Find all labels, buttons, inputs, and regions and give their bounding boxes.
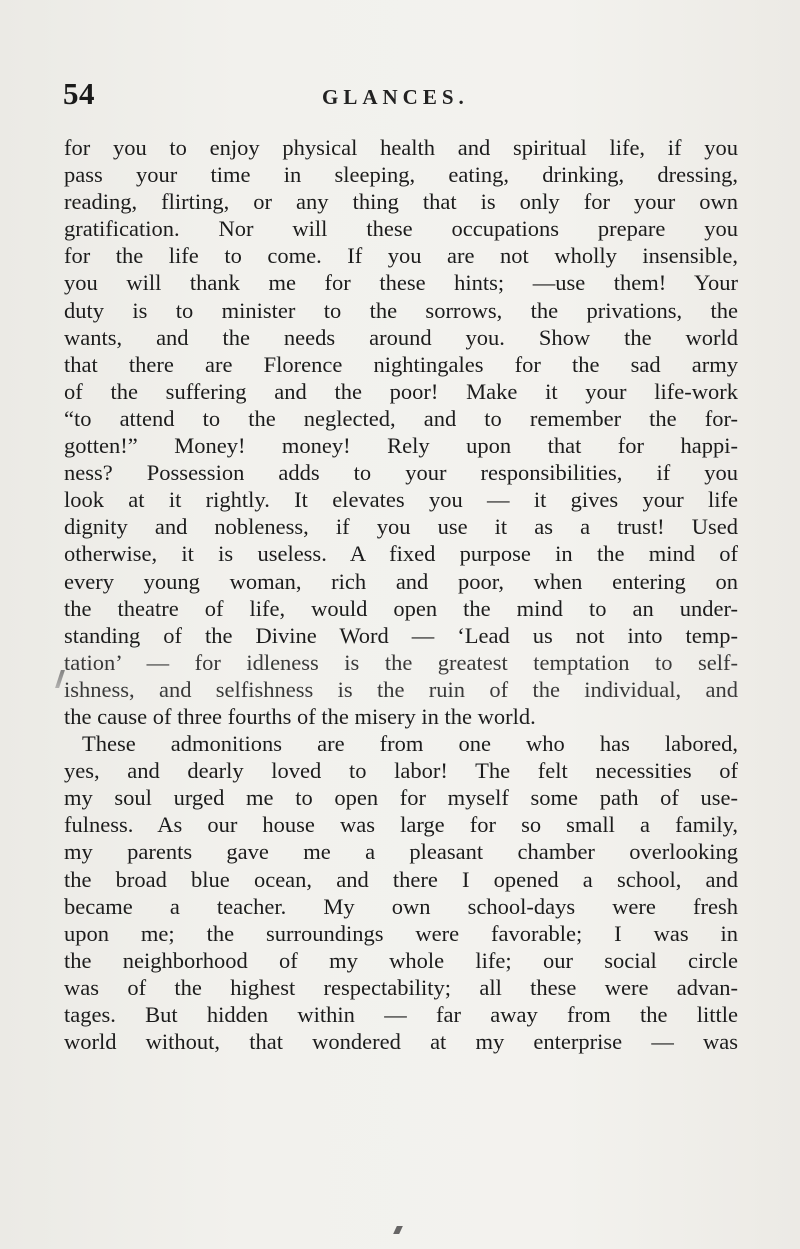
text-line: that there are Florence nightingales for the sad army <box>64 351 738 377</box>
text-line: reading, flirting, or any thing that is only for your own <box>64 189 738 215</box>
text-line: the theatre of life, would open the mind to an under- <box>64 595 738 621</box>
text-line: tation’ — for idleness is the greatest temptation to self- <box>64 649 738 675</box>
text-line: my soul urged me to open for myself some path of use- <box>64 785 738 811</box>
text-line: ness? Possession adds to your responsibilities, if you <box>64 460 738 486</box>
text-line: gotten!” Money! money! Rely upon that for happi- <box>64 433 738 459</box>
text-line: became a teacher. My own school-days were fresh <box>64 893 738 919</box>
text-line: ishness, and selfishness is the ruin of the individual, and <box>64 676 738 702</box>
text-line: pass your time in sleeping, eating, drinking, dressing, <box>64 162 738 188</box>
text-line: look at it rightly. It elevates you — it gives your life <box>64 487 738 513</box>
footer-mark <box>393 1226 403 1234</box>
text-line: fulness. As our house was large for so small a family, <box>64 812 738 838</box>
text-line: for you to enjoy physical health and spiritual life, if you <box>64 135 738 160</box>
text-line: the cause of three fourths of the misery in the world. <box>64 703 536 729</box>
page-header <box>0 76 800 116</box>
text-line: dignity and nobleness, if you use it as a trust! Used <box>64 514 738 540</box>
text-line: the broad blue ocean, and there I opened a school, and <box>64 866 738 892</box>
text-line: for the life to come. If you are not wholly insensible, <box>64 243 738 269</box>
text-line: gratification. Nor will these occupations prepare you <box>64 216 738 242</box>
text-line: wants, and the needs around you. Show the world <box>64 324 738 350</box>
text-line: upon me; the surroundings were favorable; I was in <box>64 920 738 946</box>
text-line: world without, that wondered at my enterprise — was <box>64 1029 738 1055</box>
page-number: 54 <box>63 76 95 111</box>
text-line: “to attend to the neglected, and to remember the for- <box>64 405 738 431</box>
text-line: was of the highest respectability; all these were advan- <box>64 974 738 1000</box>
text-line: tages. But hidden within — far away from the little <box>64 1002 738 1027</box>
body-text <box>64 134 738 1055</box>
text-line: otherwise, it is useless. A fixed purpose in the mind of <box>64 541 738 567</box>
text-line: the neighborhood of my whole life; our social circle <box>64 947 738 973</box>
text-line: standing of the Divine Word — ‘Lead us not into temp- <box>64 622 738 648</box>
text-line: my parents gave me a pleasant chamber overlooking <box>64 839 738 865</box>
text-line: yes, and dearly loved to labor! The felt necessities of <box>64 758 738 784</box>
text-line: of the suffering and the poor! Make it your life-work <box>64 378 738 404</box>
running-head: GLANCES. <box>322 85 469 109</box>
text-line: you will thank me for these hints; —use them! Your <box>64 270 738 296</box>
text-line: every young woman, rich and poor, when entering on <box>64 568 738 594</box>
text-line: duty is to minister to the sorrows, the privations, the <box>64 297 738 323</box>
text-line: These admonitions are from one who has labored, <box>82 731 738 757</box>
